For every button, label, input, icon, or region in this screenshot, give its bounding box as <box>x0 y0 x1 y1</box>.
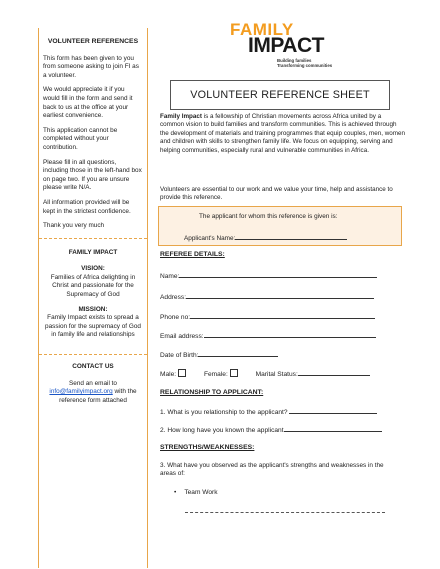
bullet-icon: • <box>174 489 177 496</box>
volunteers-paragraph: Volunteers are essential to our work and we value your time, help and assistance to provide this reference. <box>160 186 393 202</box>
relationship-q2-field[interactable] <box>284 424 382 432</box>
bullet-team-work <box>174 489 218 496</box>
strengths-heading: STRENGTHS/WEAKNESSES: <box>160 444 255 451</box>
vision-text: Families of Africa delighting in Christ and passionate for the Supremacy of God <box>50 273 136 299</box>
marital-status-label: Marital Status: <box>255 371 298 378</box>
sidebar <box>38 28 148 568</box>
logo-word-impact: IMPACT <box>248 34 324 57</box>
contact-text <box>43 380 143 406</box>
email-label: Email address: <box>160 333 204 340</box>
sidebar-paragraph: We would appreciate it if you would fill in the form and send it back to us at the office at your earliest convenience. <box>43 86 133 120</box>
male-checkbox[interactable] <box>178 369 186 377</box>
intro-text: is a fellowship of Christian movements across Africa united by a common vision to build families and transform communities. This is achieved through the development of materials and training programmes that equip couples, men, women and children with skills to strengthen family life. We focus on equipping, serving and helping communities, especially rural and vulnerable communities in Africa. <box>160 113 406 154</box>
address-label: Address: <box>160 294 187 301</box>
logo-tagline-2: Transforming communities <box>277 63 333 68</box>
relationship-q2: 2. How long have you known the applicant <box>160 427 284 434</box>
vision-label: VISION: <box>81 265 105 273</box>
applicant-name-field[interactable] <box>235 232 347 240</box>
contact-pre: Send an email to <box>69 379 117 387</box>
sidebar-paragraph: All information provided will be kept in the strictest confidence. <box>43 198 131 215</box>
contact-section <box>39 355 147 405</box>
phone-label: Phone no: <box>160 314 191 321</box>
name-field[interactable] <box>179 270 377 278</box>
dob-row <box>160 349 278 359</box>
contact-post: with the reference form attached <box>59 388 137 404</box>
volunteer-references-section <box>39 28 147 231</box>
bullet-team-work-label: Team Work <box>184 489 218 496</box>
logo-word-family: FAMILY <box>230 20 294 39</box>
marital-status-field[interactable] <box>298 368 370 376</box>
contact-title: CONTACT US <box>72 363 114 371</box>
address-row <box>160 291 374 301</box>
gender-marital-row <box>160 368 370 378</box>
contact-email-link[interactable]: info@familyimpact.org <box>49 388 113 396</box>
sidebar-paragraph: This application cannot be completed without your contribution. <box>43 126 118 151</box>
sidebar-paragraph: Thank you very much <box>43 222 105 230</box>
email-field[interactable] <box>204 330 376 338</box>
female-label: Female: <box>203 371 228 378</box>
applicant-box-heading: The applicant for whom this reference is given is: <box>199 213 338 220</box>
sidebar-paragraph: Please fill in all questions, including those in the left-hand box on page two. If you are unsure please write N/A. <box>43 158 142 192</box>
address-field[interactable] <box>186 291 374 299</box>
sidebar-paragraph: This form has been given to you from someone asking to join FI as a volunteer. <box>43 54 139 79</box>
dob-field[interactable] <box>198 349 278 357</box>
applicant-name-row <box>184 232 347 242</box>
relationship-q1: 1. What is you relationship to the applicant? <box>160 409 288 416</box>
dob-label: Date of Birth: <box>160 352 199 359</box>
relationship-heading: RELATIONSHIP TO APPLICANT: <box>160 389 264 396</box>
family-impact-section <box>39 239 147 340</box>
female-checkbox[interactable] <box>230 369 238 377</box>
org-title: FAMILY IMPACT <box>68 248 118 256</box>
intro-lead: Family Impact <box>160 113 202 120</box>
logo-tagline-1: Building families <box>277 58 312 63</box>
relationship-q1-field[interactable] <box>289 406 377 414</box>
team-work-answer-line[interactable] <box>185 512 385 513</box>
page-title: VOLUNTEER REFERENCE SHEET <box>170 80 390 110</box>
intro-paragraph <box>160 113 405 155</box>
sidebar-title: VOLUNTEER REFERENCES <box>47 38 139 45</box>
applicant-box <box>158 206 402 246</box>
referee-details-heading: REFEREE DETAILS: <box>160 251 225 258</box>
applicant-name-label: Applicant's Name: <box>184 235 236 242</box>
email-row <box>160 330 376 340</box>
relationship-q2-row <box>160 424 382 434</box>
mission-text: Family Impact exists to spread a passion for the supremacy of God in family life and relationships <box>45 314 141 339</box>
name-label: Name: <box>160 273 180 280</box>
phone-field[interactable] <box>190 311 375 319</box>
strengths-q3: 3. What have you observed as the applicant's strengths and weaknesses in the areas of: <box>160 462 384 478</box>
name-row <box>160 270 377 280</box>
mission-label: MISSION: <box>78 305 108 313</box>
male-label: Male: <box>160 371 177 378</box>
relationship-q1-row <box>160 406 377 416</box>
phone-row <box>160 311 375 321</box>
family-impact-logo <box>230 20 340 75</box>
